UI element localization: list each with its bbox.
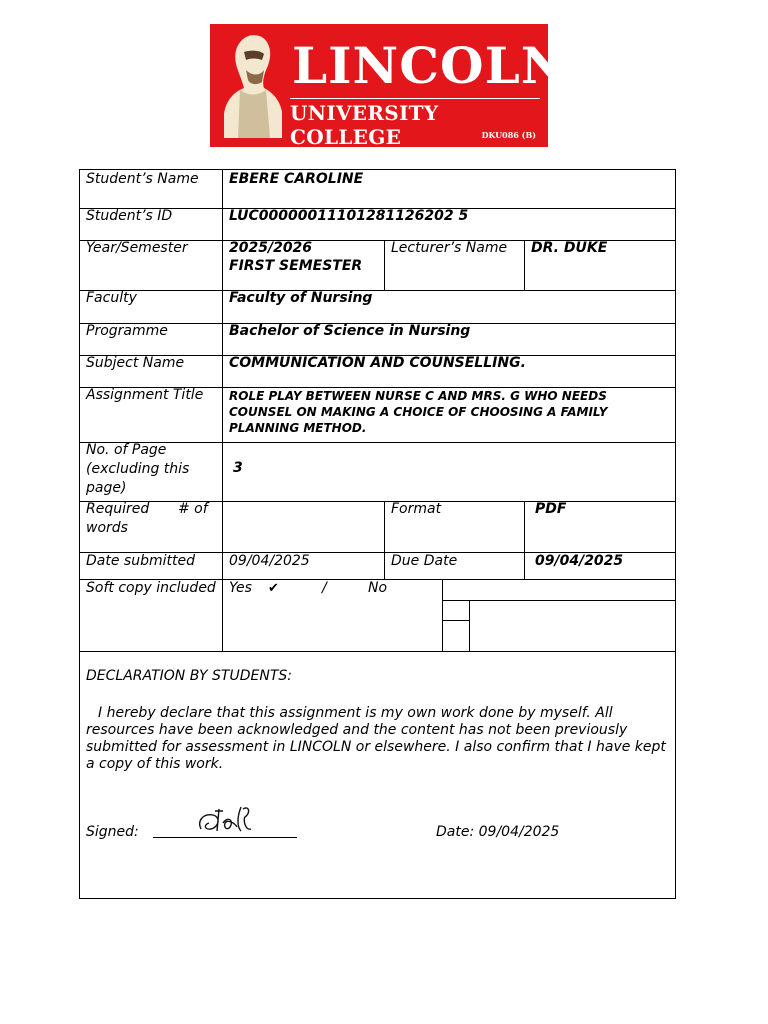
student-id-value: LUC00000011101281126202 5	[229, 208, 469, 224]
lecturer-label: Lecturer’s Name	[391, 240, 508, 256]
subject-label: Subject Name	[86, 355, 185, 371]
year-semester-label: Year/Semester	[86, 240, 188, 256]
col-divider	[222, 170, 223, 651]
pages-label-line1: No. of Page	[86, 442, 167, 458]
pages-value: 3	[233, 460, 243, 476]
student-name-value: EBERE CAROLINE	[229, 171, 364, 187]
subject-value: COMMUNICATION AND COUNSELLING.	[229, 355, 526, 371]
lincoln-logo	[210, 24, 568, 149]
col-divider	[442, 579, 443, 651]
student-id-label: Student’s ID	[86, 208, 173, 224]
declaration-date: Date: 09/04/2025	[436, 824, 560, 840]
logo-subtitle: UNIVERSITY COLLEGE	[290, 101, 439, 149]
student-name-label: Student’s Name	[86, 171, 199, 187]
row-divider	[80, 290, 675, 291]
faculty-value: Faculty of Nursing	[229, 290, 373, 306]
check-icon: ✔	[268, 581, 279, 596]
row-divider	[442, 620, 469, 621]
logo-title: LINCOLN	[292, 36, 568, 95]
lincoln-bust-icon	[220, 30, 288, 142]
col-divider	[469, 600, 470, 651]
semester-value: FIRST SEMESTER	[229, 258, 363, 274]
date-submitted-label: Date submitted	[86, 553, 195, 569]
declaration-body: I hereby declare that this assignment is my own work done by myself. All resources have been acknowledged and the content has not been previously submitted for assessment in LINCOLN or elsewhere. I also confirm that I have kept a copy of this work.	[86, 705, 666, 772]
format-value: PDF	[535, 501, 567, 517]
programme-label: Programme	[86, 323, 168, 339]
assignment-title-label: Assignment Title	[86, 387, 204, 403]
format-label: Format	[391, 501, 442, 517]
col-divider	[384, 240, 385, 290]
declaration-heading: DECLARATION BY STUDENTS:	[86, 668, 292, 684]
col-divider	[384, 501, 385, 579]
col-divider	[524, 501, 525, 579]
lecturer-value: DR. DUKE	[531, 240, 608, 256]
logo-registration: DKU086 (B)	[481, 130, 536, 140]
required-words-label: Required	[86, 501, 150, 517]
logo-divider	[290, 98, 540, 99]
pages-label-line2: (excluding this	[86, 461, 190, 477]
row-divider	[80, 501, 675, 502]
required-words-label-line2: words	[86, 520, 128, 536]
due-date-value: 09/04/2025	[535, 553, 624, 569]
programme-value: Bachelor of Science in Nursing	[229, 323, 471, 339]
soft-copy-label: Soft copy included	[86, 580, 216, 596]
row-divider	[442, 600, 675, 601]
year-value: 2025/2026	[229, 240, 313, 256]
pages-label-line3: page)	[86, 480, 127, 496]
soft-copy-yes: Yes	[229, 580, 252, 596]
signature-icon	[193, 803, 263, 839]
signature-line	[153, 837, 297, 838]
signed-label: Signed:	[86, 824, 139, 840]
soft-copy-no: No	[368, 580, 388, 596]
row-divider	[80, 651, 675, 652]
required-words-label-hash: # of	[178, 501, 208, 517]
soft-copy-slash: /	[322, 580, 327, 596]
faculty-label: Faculty	[86, 290, 137, 306]
row-divider	[80, 442, 675, 443]
assignment-cover-form	[79, 169, 676, 899]
due-date-label: Due Date	[391, 553, 458, 569]
date-submitted-value: 09/04/2025	[229, 553, 310, 569]
assignment-title-value: ROLE PLAY BETWEEN NURSE C AND MRS. G WHO NEEDS COUNSEL ON MAKING A CHOICE OF CHOOSING A FAMILY PLANNING METHOD.	[229, 389, 608, 435]
col-divider	[524, 240, 525, 290]
